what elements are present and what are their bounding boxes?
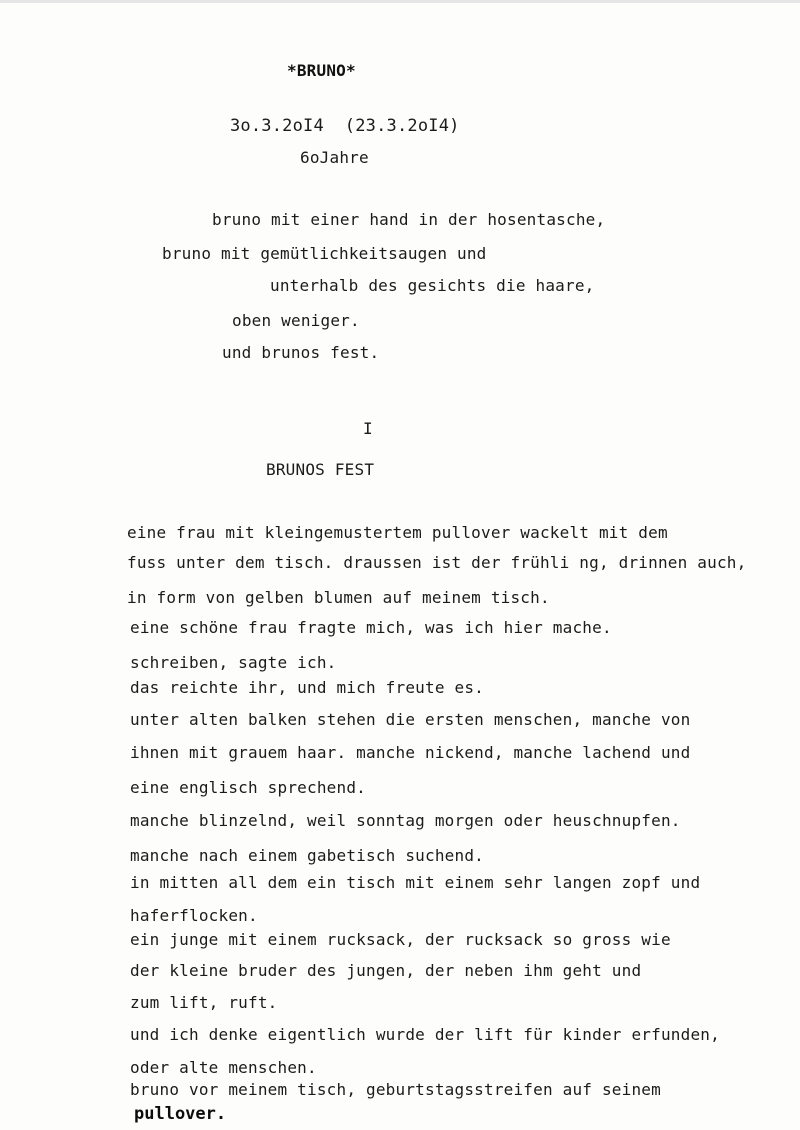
body-line: manche blinzelnd, weil sonntag morgen oder heuschnupfen.: [130, 811, 681, 830]
intro-line: oben weniger.: [232, 311, 360, 330]
body-line: unter alten balken stehen die ersten menschen, manche von: [130, 710, 691, 729]
body-line: oder alte menschen.: [130, 1058, 317, 1077]
body-line: zum lift, ruft.: [130, 993, 278, 1012]
date-line: 3o.3.2oI4 (23.3.2oI4): [230, 116, 460, 136]
body-line: ihnen mit grauem haar. manche nickend, manche lachend und: [130, 743, 691, 762]
handwritten-word: pullover.: [134, 1104, 227, 1124]
body-line: und ich denke eigentlich wurde der lift für kinder erfunden,: [130, 1025, 720, 1044]
body-line: in mitten all dem ein tisch mit einem sehr langen zopf und: [130, 873, 701, 892]
body-line: fuss unter dem tisch. draussen ist der frühli ng, drinnen auch,: [127, 553, 747, 572]
intro-line: und brunos fest.: [222, 343, 380, 362]
body-line: in form von gelben blumen auf meinem tisch.: [127, 588, 550, 607]
intro-line: bruno mit gemütlichkeitsaugen und: [162, 244, 487, 263]
body-line: eine englisch sprechend.: [130, 778, 366, 797]
intro-line: unterhalb des gesichts die haare,: [270, 276, 595, 295]
section-number: I: [363, 419, 373, 438]
body-line: manche nach einem gabetisch suchend.: [130, 846, 484, 865]
body-line: schreiben, sagte ich.: [130, 653, 337, 672]
body-line: eine schöne frau fragte mich, was ich hier mache.: [130, 618, 612, 637]
page-top-edge: [0, 0, 800, 3]
age-line: 6oJahre: [300, 148, 369, 167]
section-title: BRUNOS FEST: [266, 460, 375, 479]
body-line: das reichte ihr, und mich freute es.: [130, 678, 484, 697]
body-line: der kleine bruder des jungen, der neben ihm geht und: [130, 961, 642, 980]
body-line: ein junge mit einem rucksack, der rucksack so gross wie: [130, 930, 671, 949]
intro-line: bruno mit einer hand in der hosentasche,: [212, 210, 606, 229]
poem-title: *BRUNO*: [287, 61, 356, 80]
body-line: bruno vor meinem tisch, geburtstagsstreifen auf seinem: [130, 1080, 661, 1099]
body-line: eine frau mit kleingemustertem pullover wackelt mit dem: [127, 523, 668, 542]
body-line: haferflocken.: [130, 906, 258, 925]
